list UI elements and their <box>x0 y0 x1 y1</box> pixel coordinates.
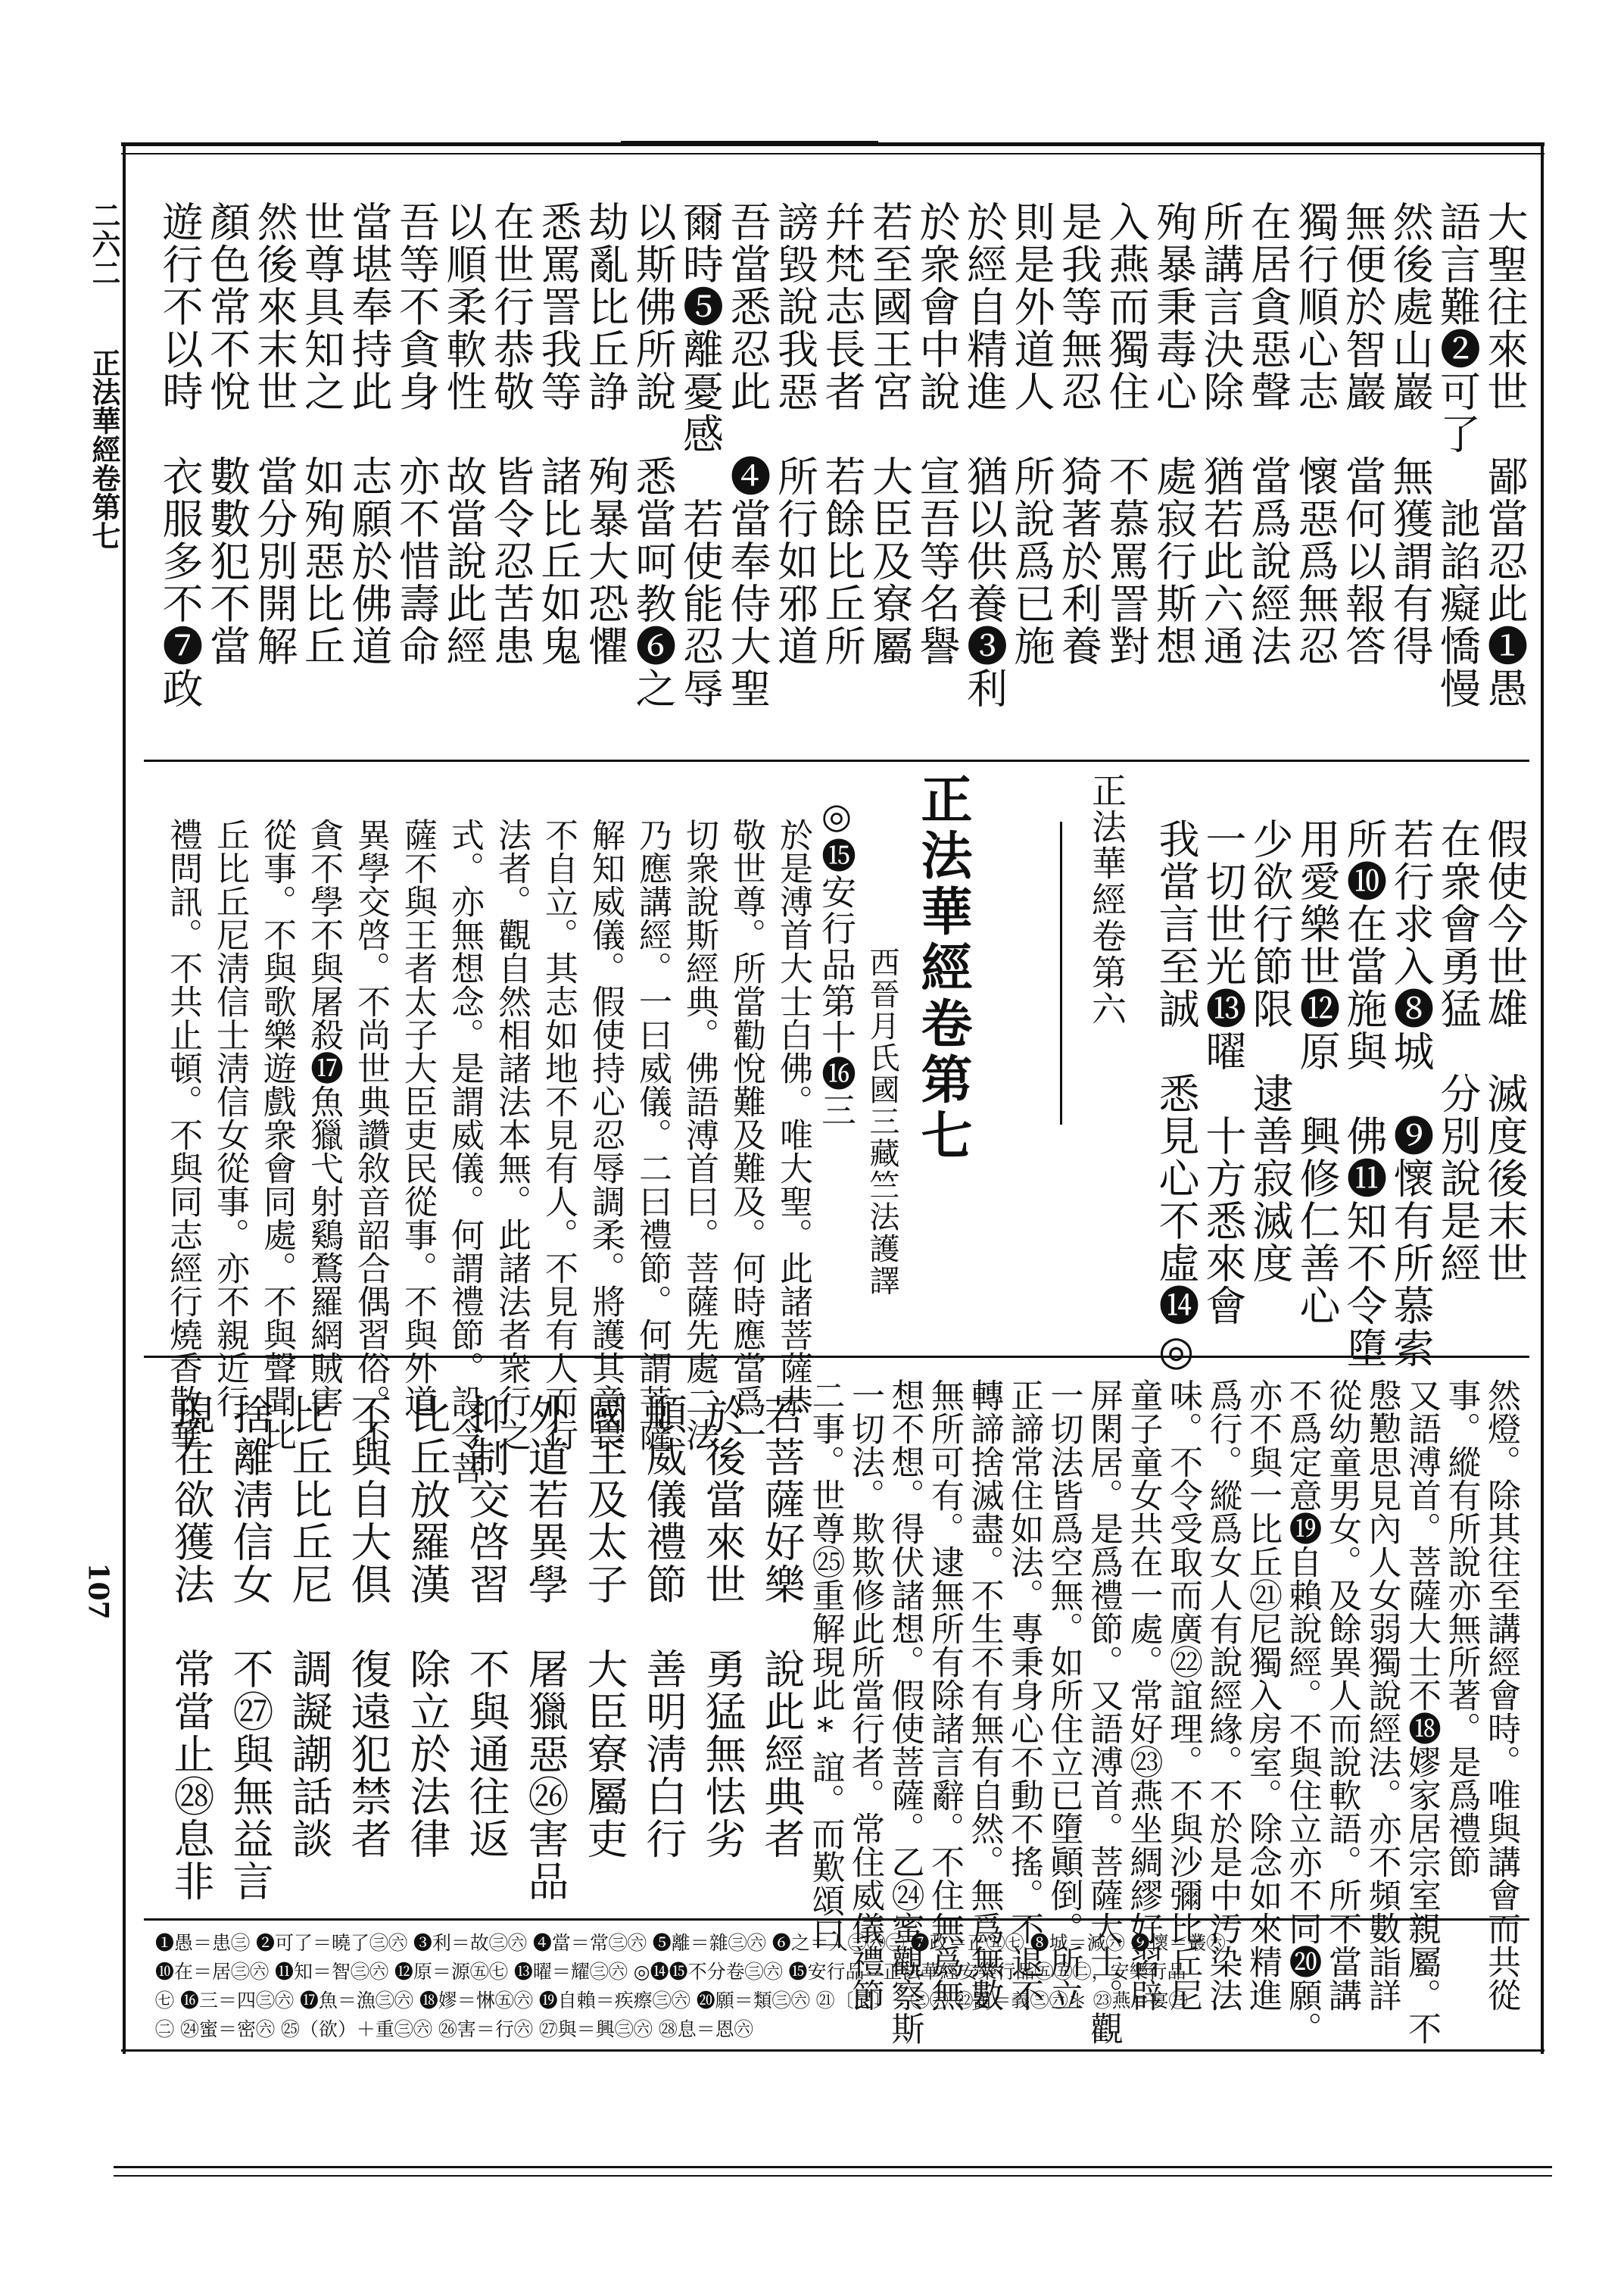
prose-column: 爲行。縱爲女人有說經緣。不於是中汚染法 <box>1203 1378 1242 2011</box>
margin-page-number: 107 <box>82 1562 114 1620</box>
verse-column: 在衆會勇猛 分別說是經 <box>1434 818 1482 1284</box>
prose-column: 慇懃思見內人女弱獨說經法。亦不頻數詣詳 <box>1362 1378 1401 2011</box>
prose-column: 從幼童男女。及餘異人而說軟語。所不當講 <box>1323 1378 1361 2011</box>
verse-column: 用愛樂世⓬原 興修仁善心 <box>1293 818 1341 1327</box>
verse-column: 然後來末世 當分別開解 <box>251 201 298 667</box>
verse-column: 少欲行節限 逮善寂滅度 <box>1246 818 1294 1284</box>
prose-column: 轉諦捨滅盡。不生不有無有自然。無爲無數 <box>965 1378 1004 2011</box>
footnote-line: ㊆ ⓰三＝四㊂㊅ ⓱魚＝漁㊂㊅ ⓲嫪＝惏㊄㊅ ⓳自賴＝疾瘵㊂㊅ ⓴願＝類㊂㊅ ㉑〔尼〕－㊂㊅ ㉒誼＝義㊂㊅＊ ㉓燕＝宴㊂ <box>155 1990 1188 2011</box>
prose-column: 從事。不與歌樂遊戲衆會同處。不與聲聞比 <box>257 818 296 1451</box>
verse-column: 捨離淸信女 不㉗與無益言 <box>226 1393 274 1902</box>
verse-column: 則是外道人 所說爲已施 <box>1008 201 1055 667</box>
verse-column: 我當言至誠 悉見心不虛⓮◎ <box>1152 818 1200 1376</box>
verse-column: 吾當悉忍此 ❹當奉侍大聖 <box>724 201 771 710</box>
prose-column: 薩不與王者太子大臣吏民從事。不與外道 <box>398 818 437 1418</box>
prose-column: 乃應講經。一曰威儀。二曰禮節。何謂菩薩 <box>633 818 672 1451</box>
verse-column: 大聖往來世 鄙當忍此❶愚 <box>1481 201 1529 710</box>
verse-column: 遊行不以時 衣服多不❼政 <box>156 201 204 710</box>
verse-column: 若至國王宮 大臣及寮屬 <box>865 201 914 667</box>
verse-column: 於經自精進 猶以供養❸利 <box>960 201 1008 710</box>
margin-running-title: 正法華經卷第七 <box>87 348 121 550</box>
verse-column: 國王及太子 大臣寮屬吏 <box>581 1393 628 1860</box>
verse-column: 不與自大俱 復遠犯禁者 <box>344 1393 392 1860</box>
verse-column: 所❿在當施與 佛⓫知不令墮 <box>1340 818 1388 1369</box>
prose-column: 解知威儀。假使持心忍辱調柔。將護其意畏 <box>586 818 625 1451</box>
verse-column: 以斯佛所說 悉當呵教❻之 <box>629 201 677 710</box>
verse-column: 外道若異學 屠獵惡㉖害品 <box>522 1393 569 1902</box>
fascicle-end-title: 正法華經卷第六 <box>1086 772 1127 1027</box>
footnote-line: ❶愚＝患㊂ ❷可了＝曉了㊂㊅ ❸利＝故㊂㊅ ❹當＝常㊂㊅ ❺離＝雜㊂㊅ ❻之＝人㊂㊅㊁ ❼政＝正㊄㊆ ❽城＝減㊅ ❾懷＝叢㊅ <box>155 1932 1226 1954</box>
prose-column: 又語溥首。菩薩大士不⓲嫪家居宗室親屬。不 <box>1402 1378 1441 2045</box>
prose-column: 無所可有。逮無所有除諸言辭。不住無爲無 <box>925 1378 964 2011</box>
footer-rule-2 <box>114 2175 1552 2177</box>
prose-column: 正諦常住如法。專秉身心不動不搖。不退不 <box>1005 1378 1043 2011</box>
frame-top-inner <box>121 153 1545 154</box>
prose-column: 不爲定意⓳自賴說經。不與住立亦不同⓴願。 <box>1283 1378 1322 2045</box>
verse-column: 顏色常不悅 數數犯不當 <box>203 201 251 667</box>
top-stub <box>621 141 878 142</box>
prose-column: 事。縱有所說亦無所著。是爲禮節 <box>1442 1378 1481 1878</box>
verse-column: 抑制交啓習 不與通往返 <box>463 1393 510 1860</box>
verse-column: 一切世光⓭曜 十方悉來會 <box>1199 818 1247 1327</box>
verse-column: 以順柔軟性 故當說此經 <box>440 201 488 667</box>
prose-column: 法者。觀自然相諸法本無。此諸法者衆行之 <box>492 818 531 1451</box>
prose-column: 一切法。欺欺修此所當行者。常住威儀禮節 <box>846 1378 884 2011</box>
verse-column: 世尊具知之 如殉惡比丘 <box>298 201 346 667</box>
verse-column: 爾時❺離憂感 若使能忍辱 <box>676 201 725 710</box>
frame-top-outer <box>121 142 1545 146</box>
verse-column: 所講言決除 猶若此六通 <box>1197 201 1245 667</box>
prose-column: 味。不令受取而廣㉒誼理。不與沙彌比丘尼 <box>1164 1378 1202 2011</box>
prose-column: 想不想。得伏諸想。假使菩薩。乙㉔蜜觀察斯 <box>885 1378 924 2045</box>
frame-bottom-inner <box>121 2049 1545 2052</box>
verse-column: 在居貪惡聲 當爲說經法 <box>1244 201 1292 667</box>
verse-column: 無便於智巖 當何以報答 <box>1339 201 1387 667</box>
verse-column: 入燕而獨住 不慕罵詈對 <box>1102 201 1150 667</box>
verse-column: 當堪奉持此 志願於佛道 <box>345 201 393 667</box>
verse-column: 若行求入❽城 ❾懷有所慕索 <box>1387 818 1435 1369</box>
verse-column: 在世行恭敬 皆令忍苦患 <box>487 201 535 667</box>
footnote-line: ❿在＝居㊂㊅ ⓫知＝智㊂㊅ ⓬原＝源㊄㊆ ⓭曜＝耀㊂㊅ ◎⓮⓯不分卷㊂㊅ ⓯安行品＝正法華經安樂行品㊄㊄㊁，安樂行品 <box>155 1961 1186 1983</box>
verse-column: 於衆會中說 宣吾等名譽 <box>913 201 961 667</box>
verse-column: 語言難❷可了 訑諂癡憍慢 <box>1433 201 1482 710</box>
verse-column: 幷梵志長者 若餘比丘所 <box>818 201 866 667</box>
verse-column: 是我等無忍 猗著於利養 <box>1055 201 1103 667</box>
fascicle-title: 正法華經卷第七 <box>912 772 973 1165</box>
verse-column: 劫亂比丘諍 殉暴大恐懼 <box>581 201 630 667</box>
verse-column: 現在欲獲法 常當止㉘息非 <box>167 1393 215 1902</box>
prose-column: 然燈。除其往至講經會時。唯與講會而共從 <box>1482 1378 1520 2011</box>
prose-column: 敬世尊。所當勸悅難及難及。何時應當爲一 <box>727 818 765 1451</box>
prose-column: 童子童女共在一處。常好㉓燕坐綢繆好習辟 <box>1124 1378 1163 2011</box>
prose-column: 屏閑居。是爲禮節。又語溥首。菩薩大士。觀 <box>1084 1378 1123 2045</box>
verse-column: 獨行順心志 懷惡爲無忍 <box>1292 201 1339 667</box>
verse-column: 悉罵詈我等 諸比丘如鬼 <box>535 201 582 667</box>
verse-column: 吾等不貪身 亦不惜壽命 <box>392 201 441 667</box>
footnote-line: ㊁ ㉔蜜＝密㊅ ㉕（欲）＋重㊂㊅ ㉖害＝行㊅ ㉗與＝興㊂㊅ ㉘息＝恩㊅ <box>155 2018 753 2040</box>
translator-line: 西晉月氏國三藏竺法護譯 <box>865 947 899 1297</box>
verse-column: 然後處山巖 無獲謂有得 <box>1386 201 1434 667</box>
prose-column: 式。亦無想念。是謂威儀。何謂禮節。設令菩 <box>445 818 484 1484</box>
verse-column: 比丘放羅漢 除立於法律 <box>404 1393 451 1860</box>
verse-column: 於後當來世 勇猛無怯劣 <box>699 1393 747 1860</box>
prose-column: 於是溥首大士白佛。唯大聖。此諸菩薩恭 <box>774 818 812 1418</box>
frame-right <box>1541 145 1544 2054</box>
fascicle-end-rule <box>1060 822 1062 1125</box>
divider-top-middle <box>144 760 1529 762</box>
prose-column: 二事。世尊㉕重解現此*誼。而歎頌曰 <box>806 1378 845 1950</box>
verse-column: 若菩薩好樂 說此經典者 <box>758 1393 806 1860</box>
verse-column: 假使今世雄 滅度後末世 <box>1481 818 1529 1284</box>
prose-column: 一切法皆爲空無。如所住立已墮顚倒。所立 <box>1044 1378 1083 2011</box>
prose-column: 切衆說斯經典。佛語溥首曰。菩薩先處二法 <box>680 818 718 1451</box>
verse-column: 殉暴秉毒心 處寂行斯想 <box>1149 201 1198 667</box>
prose-column: 不自立。其志如地不見有人。不見有人而行 <box>539 818 578 1451</box>
margin-page-label: 二六二 <box>87 201 121 287</box>
prose-column: 貪不學不與屠殺⓱魚獵弋射鷄鶩羅網賊害 <box>304 818 343 1418</box>
verse-column: 比丘比丘尼 調譺謿話談 <box>285 1393 333 1860</box>
prose-column: 丘比丘尼淸信士淸信女從事。亦不親近行 <box>210 818 249 1418</box>
chapter-title: ◎⓯安行品第十⓰三 <box>816 795 857 1128</box>
footer-rule-1 <box>114 2166 1552 2168</box>
prose-column: 禮問訊。不共止頓。不與同志經行燒香散華 <box>164 818 202 1451</box>
verse-column: 謗毀說我惡 所行如邪道 <box>771 201 819 667</box>
verse-column: 順威儀禮節 善明淸白行 <box>640 1393 687 1860</box>
prose-column: 亦不與一比丘㉑尼獨入房室。除念如來精進 <box>1243 1378 1282 2011</box>
prose-column: 異學交啓。不尚世典讚敘音韶合偶習俗。不 <box>351 818 390 1451</box>
